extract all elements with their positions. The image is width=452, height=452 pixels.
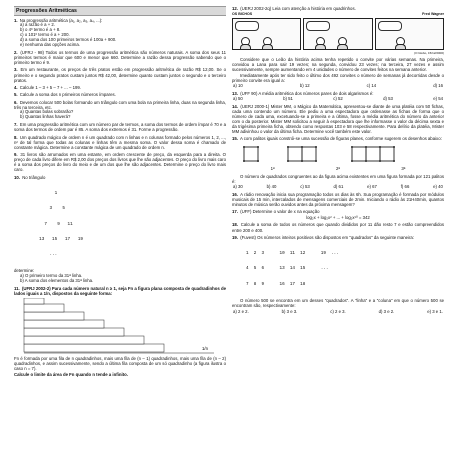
question-text: (UFF 90) A média aritmética dos números pares de dois algarismos é: — [240, 90, 374, 96]
speech-bubble — [306, 21, 330, 31]
question-11 — [14, 286, 226, 377]
question-number: 19. — [232, 234, 238, 240]
option: e) 67 — [367, 184, 377, 190]
option: d) a soma dos 100 primeiros termos é 100a + 900. — [20, 37, 117, 42]
question-14 — [232, 104, 444, 135]
odd-number-triangle — [34, 181, 226, 268]
question-text: (UERJ 2002-2q) Leia com atenção a história em quadrinhos. — [240, 6, 356, 11]
question-15 — [232, 136, 444, 189]
comic-strip-image — [232, 18, 444, 50]
comic-author: Fred Wagner — [422, 12, 444, 17]
question-text: (UFRJ - 98) Todos os termos de uma progressão aritmética são números naturais. A soma dos seus 11 primeiros termos é maior que 600 e menor que 660. Determine a razão dessa progressão sabendo que o primeiro termo é 9. — [14, 50, 227, 66]
question-number: 1. — [14, 17, 18, 23]
grid-row: 1 2 3 10 11 12 19 ... — [246, 251, 339, 257]
question-6 — [14, 100, 226, 121]
question-number: 17. — [232, 209, 238, 215]
question-text: A com palitos iguais constrói-se uma sucessão de figuras planes, conforme sugerem os desenhos abaixo: — [239, 136, 442, 142]
option: b) 40 — [266, 184, 277, 190]
question-number: 8. — [14, 134, 18, 140]
question-text: 31 livros são arrumados em uma estante, em ordem crescente de preço, da esquerda para a direita. O preço de cada livro difere em R$ 2,00 dos preços dos livros que lhe são adjacentes. O preço do livro mais caro é a soma dos preços do livro do meio e de um dos que lhe são adjacentes. Determine o preço do livro mais caro. — [14, 152, 227, 173]
triangle-row: 3 5 — [34, 206, 65, 212]
question-16 — [232, 192, 444, 207]
question-9 — [14, 152, 226, 172]
character-body — [337, 44, 348, 49]
speech-bubble — [378, 21, 402, 31]
option: a) 2 e 2. — [233, 308, 249, 314]
question-text: Em um restaurante, os preços de três pratos estão em progressão aritmética de razão R$ 12,00. Se o primeiro e o segundo pratos custam juntos R$ 42,00, determine quanto custam juntos o segundo e o terceiro pratos. — [14, 67, 226, 83]
comic-panel — [232, 18, 301, 50]
option: d) 3 e 2. — [378, 308, 395, 314]
question-text: (UFF) Determine o valor de x na equação — [240, 209, 320, 215]
comic-header — [232, 12, 444, 17]
question-text: Devemos colocar 500 bolas formando um triângulo com uma bola na primeira linha, duas na segunda linha, três na terceira, etc. — [14, 99, 226, 110]
question-text: (UERJ 2000-1) Mister MM, o Mágico da Matemática, apresentou-se diante de uma platéia com 50 fichas, cada uma contendo um número. Ele pediu a uma espectadora que ordenasse as fichas de forma que o número de cada uma, excetuando-se a primeira e a última, fosse a média aritmética do número da anterior com o da posterior. Mister MM solicitou a seguir à espectadora que lhe informasse o valor da décima sexta e da trigésima primeira ficha, obtendo como respostas 103 e 58 respectivamente. Para delírio da platéia, Mister MM adivinhou o valor da última ficha. Determine você também este valor. — [232, 103, 444, 135]
question-number: 9. — [14, 152, 18, 158]
question-4 — [14, 85, 226, 90]
option: d) 53 — [383, 96, 393, 102]
question-text: Calcule a soma dos n primeiros números ímpares. — [19, 92, 116, 98]
question-number: 7. — [14, 122, 18, 128]
option: d) 61 — [333, 184, 344, 190]
question-3 — [14, 67, 226, 82]
option: a) Quantas bolas sobrarão? — [20, 109, 74, 115]
grid-row: 4 5 6 13 14 15 ... — [246, 266, 329, 272]
option: e) nenhuma das opções acima. — [20, 41, 80, 47]
question-text: (Fuvest) Os números inteiros positivos são dispostos em "quadrados" da seguinte maneira: — [240, 234, 415, 240]
question-body-2: Imediatamente após ter sido feito o último dos 492 convites o número de semanas já decorridas desde o primeiro convite era igual a: — [232, 72, 444, 83]
question-number: 12. — [232, 6, 238, 11]
comic-panel — [303, 18, 372, 50]
question-13 — [232, 91, 444, 102]
character-body — [240, 44, 251, 49]
option: c) 2 e 3. — [330, 308, 346, 314]
question-number: 15. — [232, 136, 238, 142]
triangle-row: 13 15 17 19 — [34, 236, 83, 242]
option: c) o 101º termo é a + 200. — [20, 32, 70, 38]
option: b) 3 e 3. — [281, 308, 298, 314]
grid-row: 7 8 9 16 17 18 — [246, 281, 306, 287]
question-number: 3. — [14, 67, 18, 73]
question-number: 13. — [232, 90, 238, 96]
question-ask: Calcule o limite da área de Fn quando n tende a infinito. — [14, 371, 128, 377]
comic-title: OS BICHOS — [232, 12, 253, 17]
character-body — [315, 44, 326, 49]
question-1 — [14, 18, 226, 48]
answer-options — [20, 274, 226, 284]
equation: log₂x + log₂x² + ... + log₂x¹⁰ = 342 — [306, 215, 370, 221]
answer-options — [232, 96, 444, 101]
question-19 — [232, 235, 444, 314]
answer-options — [232, 184, 444, 189]
left-column — [14, 6, 226, 379]
option: b) o 4º termo é a + 8. — [20, 27, 61, 33]
question-text: (UFRJ 2002-2) Para cada número natural n ≥ 1, seja Fn a figura plana composta de quadradinhos de lados iguais a 1/n, dispostos da seguinte forma: — [14, 286, 226, 297]
question-number: 6. — [14, 99, 18, 105]
option: a) 30 — [233, 184, 243, 190]
right-column — [232, 6, 444, 316]
question-text: Calcule a soma de todos os números que quando divididos por 11 dão resto 7 e estão compreendidos entre 200 e 400. — [232, 222, 445, 233]
question-tail: determine: — [14, 268, 35, 274]
triangle-row: 7 9 11 — [34, 221, 73, 227]
question-8 — [14, 135, 226, 150]
option: a) 10 — [233, 83, 243, 89]
axis-label: 1/n — [202, 346, 208, 352]
option: c) 53 — [300, 184, 310, 190]
option: b) 51 — [283, 96, 293, 102]
question-number: 5. — [14, 92, 18, 98]
question-5 — [14, 92, 226, 97]
option: c) 52 — [333, 96, 343, 102]
option: a) a razão é a + 2. — [20, 22, 55, 28]
question-text: A rádio renovação inicia sua programação todos os dias às 6h. Sua programação é formada por módulos musicais de 15 min, intercalados de mensagens comerciais de 2min. Iniciando o rádio às 21H40min, quantos minutos de música serão ouvidos antes da próxima mensagem? — [232, 191, 444, 207]
question-text: Um quadrado mágico de ordem n é um quadrado com n linhas e n colunas formado pelos números 1, 2, ..., n² de tal forma que todas as colunas e linhas têm a mesma soma. O valor dessa soma é chamado de constante mágica. Determine a constante mágica de um quadrado de ordem n. — [14, 134, 226, 150]
question-12 — [232, 6, 444, 88]
answer-options — [20, 110, 226, 120]
question-17 — [232, 209, 444, 220]
option: e) 54 — [433, 96, 443, 102]
matchstick-squares-figure — [232, 143, 444, 165]
figure-labels — [232, 166, 444, 171]
matchstick-svg — [232, 143, 444, 165]
speech-bubble — [235, 21, 259, 31]
option: a) O primeiro termo da 31ª linha. — [20, 273, 83, 279]
answer-options — [232, 309, 444, 314]
figure-label: 3ª — [401, 166, 406, 172]
option: d) 16 — [433, 83, 443, 89]
question-number: 11. — [14, 286, 20, 292]
option: e) 40 — [433, 184, 443, 190]
number-grid — [246, 241, 444, 297]
comic-panel — [375, 18, 444, 50]
option: b) 12 — [299, 83, 310, 89]
option: f) 66 — [400, 184, 410, 190]
question-text: No triângulo — [22, 174, 46, 180]
question-text: Em uma progressão aritmética com um número par de termos, a soma dos termos de ordem ímpar é 70 e a soma dos termos de ordem par é 85. A soma dos extremos é 31. Forme a progressão. — [14, 122, 226, 133]
question-18 — [232, 222, 444, 232]
question-7 — [14, 122, 226, 132]
figure-label: 2ª — [336, 166, 340, 172]
question-text: Na progressão aritmética (a₁, a₂, a₃, a₄, ...): — [19, 17, 103, 23]
section-heading: Progressões Aritméticas — [14, 6, 226, 16]
answer-options — [20, 23, 226, 48]
question-explanation: Fn é formada por uma fila de n quadradinhos, mais uma fila de (n – 1) quadradinhos, mais uma fila de (n – 2) quadradinhos, e assim sucessivamente, sendo a última fila composta de um só quadradinho (a figura ilustra o caso n = 7). — [14, 356, 226, 372]
option: b) A soma dos elementos da 31ª linha. — [20, 277, 94, 283]
option: a) 50 — [233, 96, 243, 102]
question-number: 2. — [14, 50, 18, 55]
option: e) 3 e 1. — [427, 308, 443, 314]
staircase-squares-figure — [14, 298, 226, 354]
triangle-row: 1 — [34, 190, 58, 196]
character-body — [395, 44, 406, 49]
question-10 — [14, 175, 226, 284]
figure-label: 1ª — [270, 166, 275, 172]
answer-options — [232, 83, 444, 88]
question-2 — [14, 50, 226, 65]
option: c) 14 — [366, 83, 377, 89]
question-after: O número de quadrados congruentes ao da figura acima existentes em uma figura formada por 121 palitos é: — [232, 173, 444, 184]
triangle-row: ... — [34, 252, 58, 258]
question-text: Calcule 1 – 3 + 5 – 7 + ... – 199. — [19, 84, 81, 90]
question-body: Considere que o Leão da história acima tenha repetido o convite por várias semanas. Na primeira, convidou a Lana para sair 19 vezes; na segunda, convidou 23 vezes; na terceira, 27 vezes e assim sucessivamente, sempre aumentando em 4 unidades o número de convites feitos na semana anterior. — [232, 57, 444, 73]
option: b) Quantas linhas haverá? — [20, 114, 71, 120]
question-number: 18. — [232, 222, 238, 228]
question-after: O número 500 se encontra em um desses "quadrados". A "linha" e a "coluna" em que o número 500 se encontram são, respectivamente: — [232, 297, 444, 309]
question-number: 4. — [14, 84, 18, 90]
question-number: 14. — [232, 103, 238, 109]
question-number: 16. — [232, 191, 238, 197]
comic-credit: (O Globo, 15/12/2000) — [414, 51, 444, 56]
staircase-svg — [14, 298, 226, 354]
question-number: 10. — [14, 174, 20, 180]
character-body — [262, 44, 273, 49]
